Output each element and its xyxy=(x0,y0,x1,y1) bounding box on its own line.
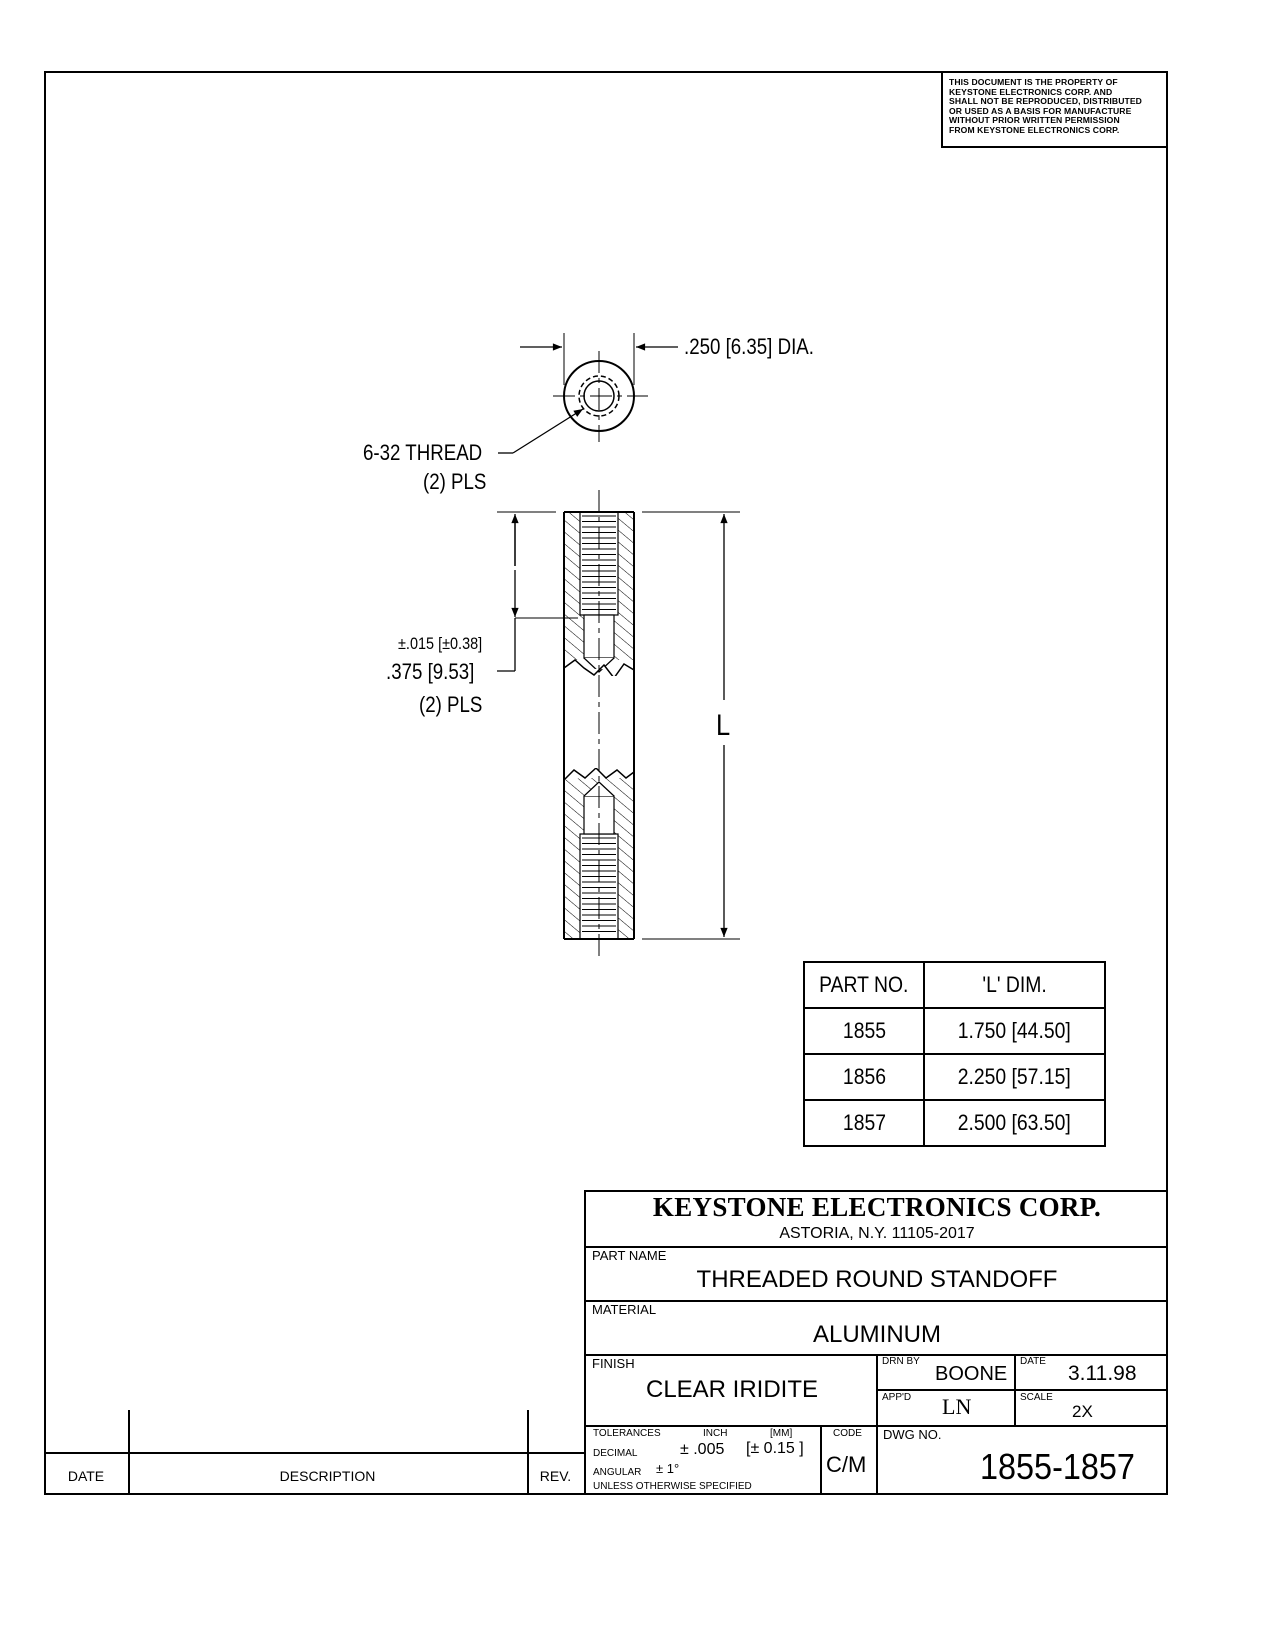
notice-line: KEYSTONE ELECTRONICS CORP. AND xyxy=(949,86,1113,97)
part-number-cell: 1857 xyxy=(804,1100,924,1146)
scale-label: SCALE xyxy=(1020,1392,1053,1403)
angular-label: ANGULAR xyxy=(593,1467,642,1478)
approved-by: LN xyxy=(942,1394,972,1419)
code-label: CODE xyxy=(833,1428,862,1439)
notice-line: THIS DOCUMENT IS THE PROPERTY OF xyxy=(949,77,1118,87)
thread-qty-label: (2) PLS xyxy=(423,469,487,494)
l-dim-cell: 2.500 [63.50] xyxy=(924,1100,1105,1146)
company-address: ASTORIA, N.Y. 11105-2017 xyxy=(779,1225,975,1242)
material-label: MATERIAL xyxy=(592,1302,657,1317)
part-dimension-table xyxy=(803,961,1106,1147)
table-header: PART NO. xyxy=(804,962,924,1008)
drawing-date: 3.11.98 xyxy=(1068,1362,1137,1385)
revision-description-label: DESCRIPTION xyxy=(279,1468,376,1484)
date-label: DATE xyxy=(1020,1356,1046,1367)
inch-label: INCH xyxy=(703,1428,728,1439)
part-number-cell: 1856 xyxy=(804,1054,924,1100)
drawing-number: 1855-1857 xyxy=(980,1446,1135,1487)
l-dim-cell: 1.750 [44.50] xyxy=(924,1008,1105,1054)
length-label: L xyxy=(716,709,731,742)
unless-specified-label: UNLESS OTHERWISE SPECIFIED xyxy=(593,1481,752,1492)
end-view xyxy=(498,333,678,453)
depth-qty-label: (2) PLS xyxy=(419,692,483,717)
part-number-cell: 1855 xyxy=(804,1008,924,1054)
depth-tolerance-label: ±.015 [±0.38] xyxy=(398,634,483,653)
approved-label: APP'D xyxy=(882,1392,912,1403)
table-row xyxy=(804,1054,1105,1100)
decimal-label: DECIMAL xyxy=(593,1448,638,1459)
drawn-by: BOONE xyxy=(935,1363,1008,1385)
notice-line: SHALL NOT BE REPRODUCED, DISTRIBUTED xyxy=(949,96,1142,107)
scale-value: 2X xyxy=(1072,1402,1093,1421)
notice-line: OR USED AS A BASIS FOR MANUFACTURE xyxy=(949,105,1132,116)
side-view xyxy=(564,490,634,960)
table-header: 'L' DIM. xyxy=(924,962,1105,1008)
depth-label: .375 [9.53] xyxy=(386,659,475,684)
notice-line: WITHOUT PRIOR WRITTEN PERMISSION xyxy=(949,115,1120,126)
decimal-tolerance-inch: ± .005 xyxy=(680,1441,725,1458)
l-dim-cell: 2.250 [57.15] xyxy=(924,1054,1105,1100)
revision-date-label: DATE xyxy=(67,1468,105,1484)
table-row xyxy=(804,1008,1105,1054)
notice-line: FROM KEYSTONE ELECTRONICS CORP. xyxy=(949,124,1120,135)
table-header-row xyxy=(804,962,1105,1008)
thread-label: 6-32 THREAD xyxy=(363,440,483,465)
revision-rev-label: REV. xyxy=(539,1468,572,1484)
part-name-label: PART NAME xyxy=(592,1248,667,1263)
diameter-label: .250 [6.35] DIA. xyxy=(684,334,814,359)
dwg-no-label: DWG NO. xyxy=(883,1427,942,1442)
tolerances-label: TOLERANCES xyxy=(593,1428,661,1439)
decimal-tolerance-mm: [± 0.15 ] xyxy=(746,1440,804,1457)
code-value: C/M xyxy=(826,1452,867,1477)
material-value: ALUMINUM xyxy=(812,1321,941,1348)
finish-label: FINISH xyxy=(592,1356,635,1371)
company-name: KEYSTONE ELECTRONICS CORP. xyxy=(652,1192,1102,1222)
drawn-by-label: DRN BY xyxy=(882,1356,920,1367)
mm-label: [MM] xyxy=(770,1428,793,1439)
table-row xyxy=(804,1100,1105,1146)
finish-value: CLEAR IRIDITE xyxy=(645,1376,819,1403)
part-name: THREADED ROUND STANDOFF xyxy=(696,1266,1058,1293)
angular-tolerance: ± 1° xyxy=(656,1461,680,1476)
